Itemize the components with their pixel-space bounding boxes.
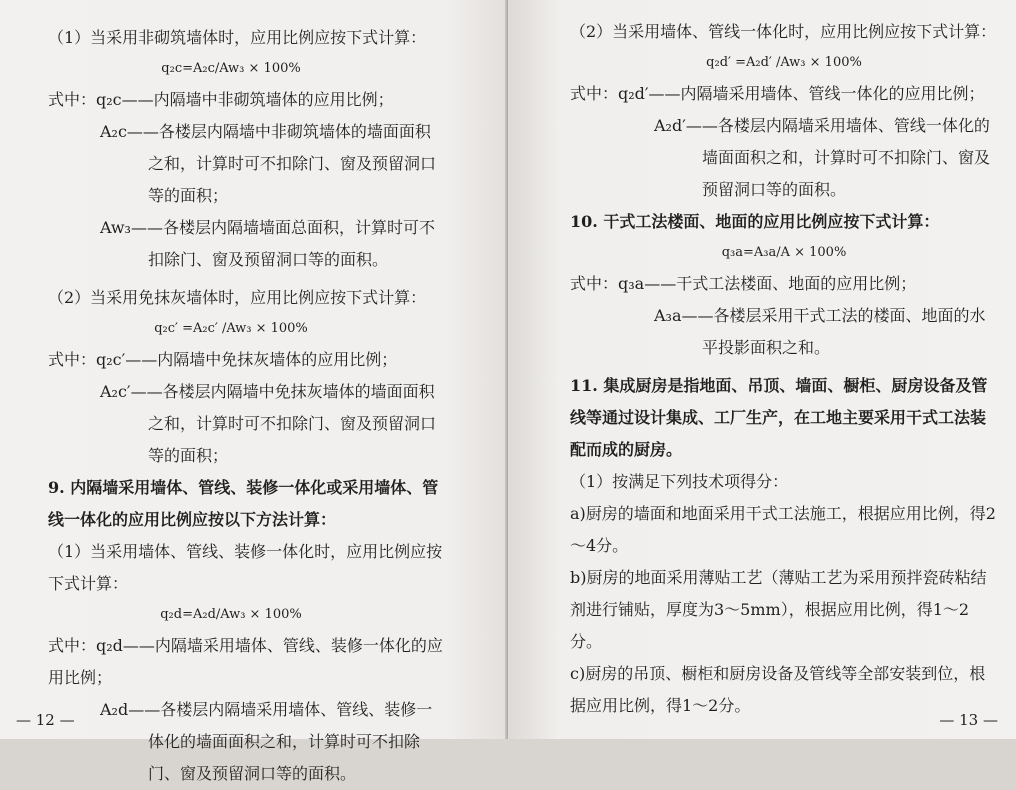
definition: A₂d′——各楼层内隔墙采用墙体、管线一体化的墙面面积之和，计算时可不扣除门、窗及预留洞口等的面积。 — [654, 116, 991, 199]
paragraph: （1）按满足下列技术项得分： — [570, 472, 789, 491]
definition: 式中：q₂c′——内隔墙中免抹灰墙体的应用比例； — [48, 350, 398, 369]
definition: 式中：q₂d′——内隔墙采用墙体、管线一体化的应用比例； — [570, 84, 985, 103]
formula: q₃a=A₃a/A × 100% — [721, 245, 847, 260]
definition: Aw₃——各楼层内隔墙墙面总面积，计算时可不扣除门、窗及预留洞口等的面积。 — [100, 218, 435, 269]
paragraph: （1）当采用墙体、管线、装修一体化时，应用比例应按下式计算： — [48, 542, 443, 593]
paragraph: （1）当采用非砌筑墙体时，应用比例应按下式计算： — [48, 28, 427, 47]
definition: 式中：q₂c——内隔墙中非砌筑墙体的应用比例； — [48, 90, 394, 109]
list-item: c)厨房的吊顶、橱柜和厨房设备及管线等全部安装到位，根据应用比例，得1～2分。 — [570, 664, 986, 715]
section-heading: 9. 内隔墙采用墙体、管线、装修一体化或采用墙体、管线一体化的应用比例应按以下方法计算： — [48, 478, 439, 529]
right-page — [508, 0, 1016, 739]
section-heading: 10. 干式工法楼面、地面的应用比例应按下式计算： — [570, 212, 940, 231]
formula: q₂d′ =A₂d′ /Aw₃ × 100% — [706, 55, 862, 70]
page-number: — 12 — — [16, 711, 75, 729]
paragraph: （2）当采用免抹灰墙体时，应用比例应按下式计算： — [48, 288, 427, 307]
list-item: a)厨房的墙面和地面采用干式工法施工，根据应用比例，得2～4分。 — [570, 504, 996, 555]
section-heading: 11. 集成厨房是指地面、吊顶、墙面、橱柜、厨房设备及管线等通过设计集成、工厂生产，在工地主要采用干式工法装配而成的厨房。 — [570, 376, 988, 459]
formula: q₂d=A₂d/Aw₃ × 100% — [160, 607, 302, 622]
page-number: — 13 — — [939, 711, 998, 729]
formula: q₂c=A₂c/Aw₃ × 100% — [161, 61, 301, 76]
definition: A₂d——各楼层内隔墙采用墙体、管线、装修一体化的墙面面积之和，计算时可不扣除门、窗及预留洞口等的面积。 — [100, 700, 433, 783]
definition: 式中：q₂d——内隔墙采用墙体、管线、装修一体化的应用比例； — [48, 636, 443, 687]
definition: A₂c′——各楼层内隔墙中免抹灰墙体的墙面面积之和，计算时可不扣除门、窗及预留洞口等的面积； — [100, 382, 437, 465]
definition: A₃a——各楼层采用干式工法的楼面、地面的水平投影面积之和。 — [654, 306, 986, 357]
left-page — [0, 0, 508, 783]
paragraph: （2）当采用墙体、管线一体化时，应用比例应按下式计算： — [570, 22, 997, 41]
list-item: b)厨房的地面采用薄贴工艺（薄贴工艺为采用预拌瓷砖粘结剂进行铺贴，厚度为3～5mm），根据应用比例，得1～2分。 — [570, 568, 987, 651]
formula: q₂c′ =A₂c′ /Aw₃ × 100% — [154, 321, 308, 336]
definition: 式中：q₃a——干式工法楼面、地面的应用比例； — [570, 274, 917, 293]
definition: A₂c——各楼层内隔墙中非砌筑墙体的墙面面积之和，计算时可不扣除门、窗及预留洞口等的面积； — [100, 122, 437, 205]
